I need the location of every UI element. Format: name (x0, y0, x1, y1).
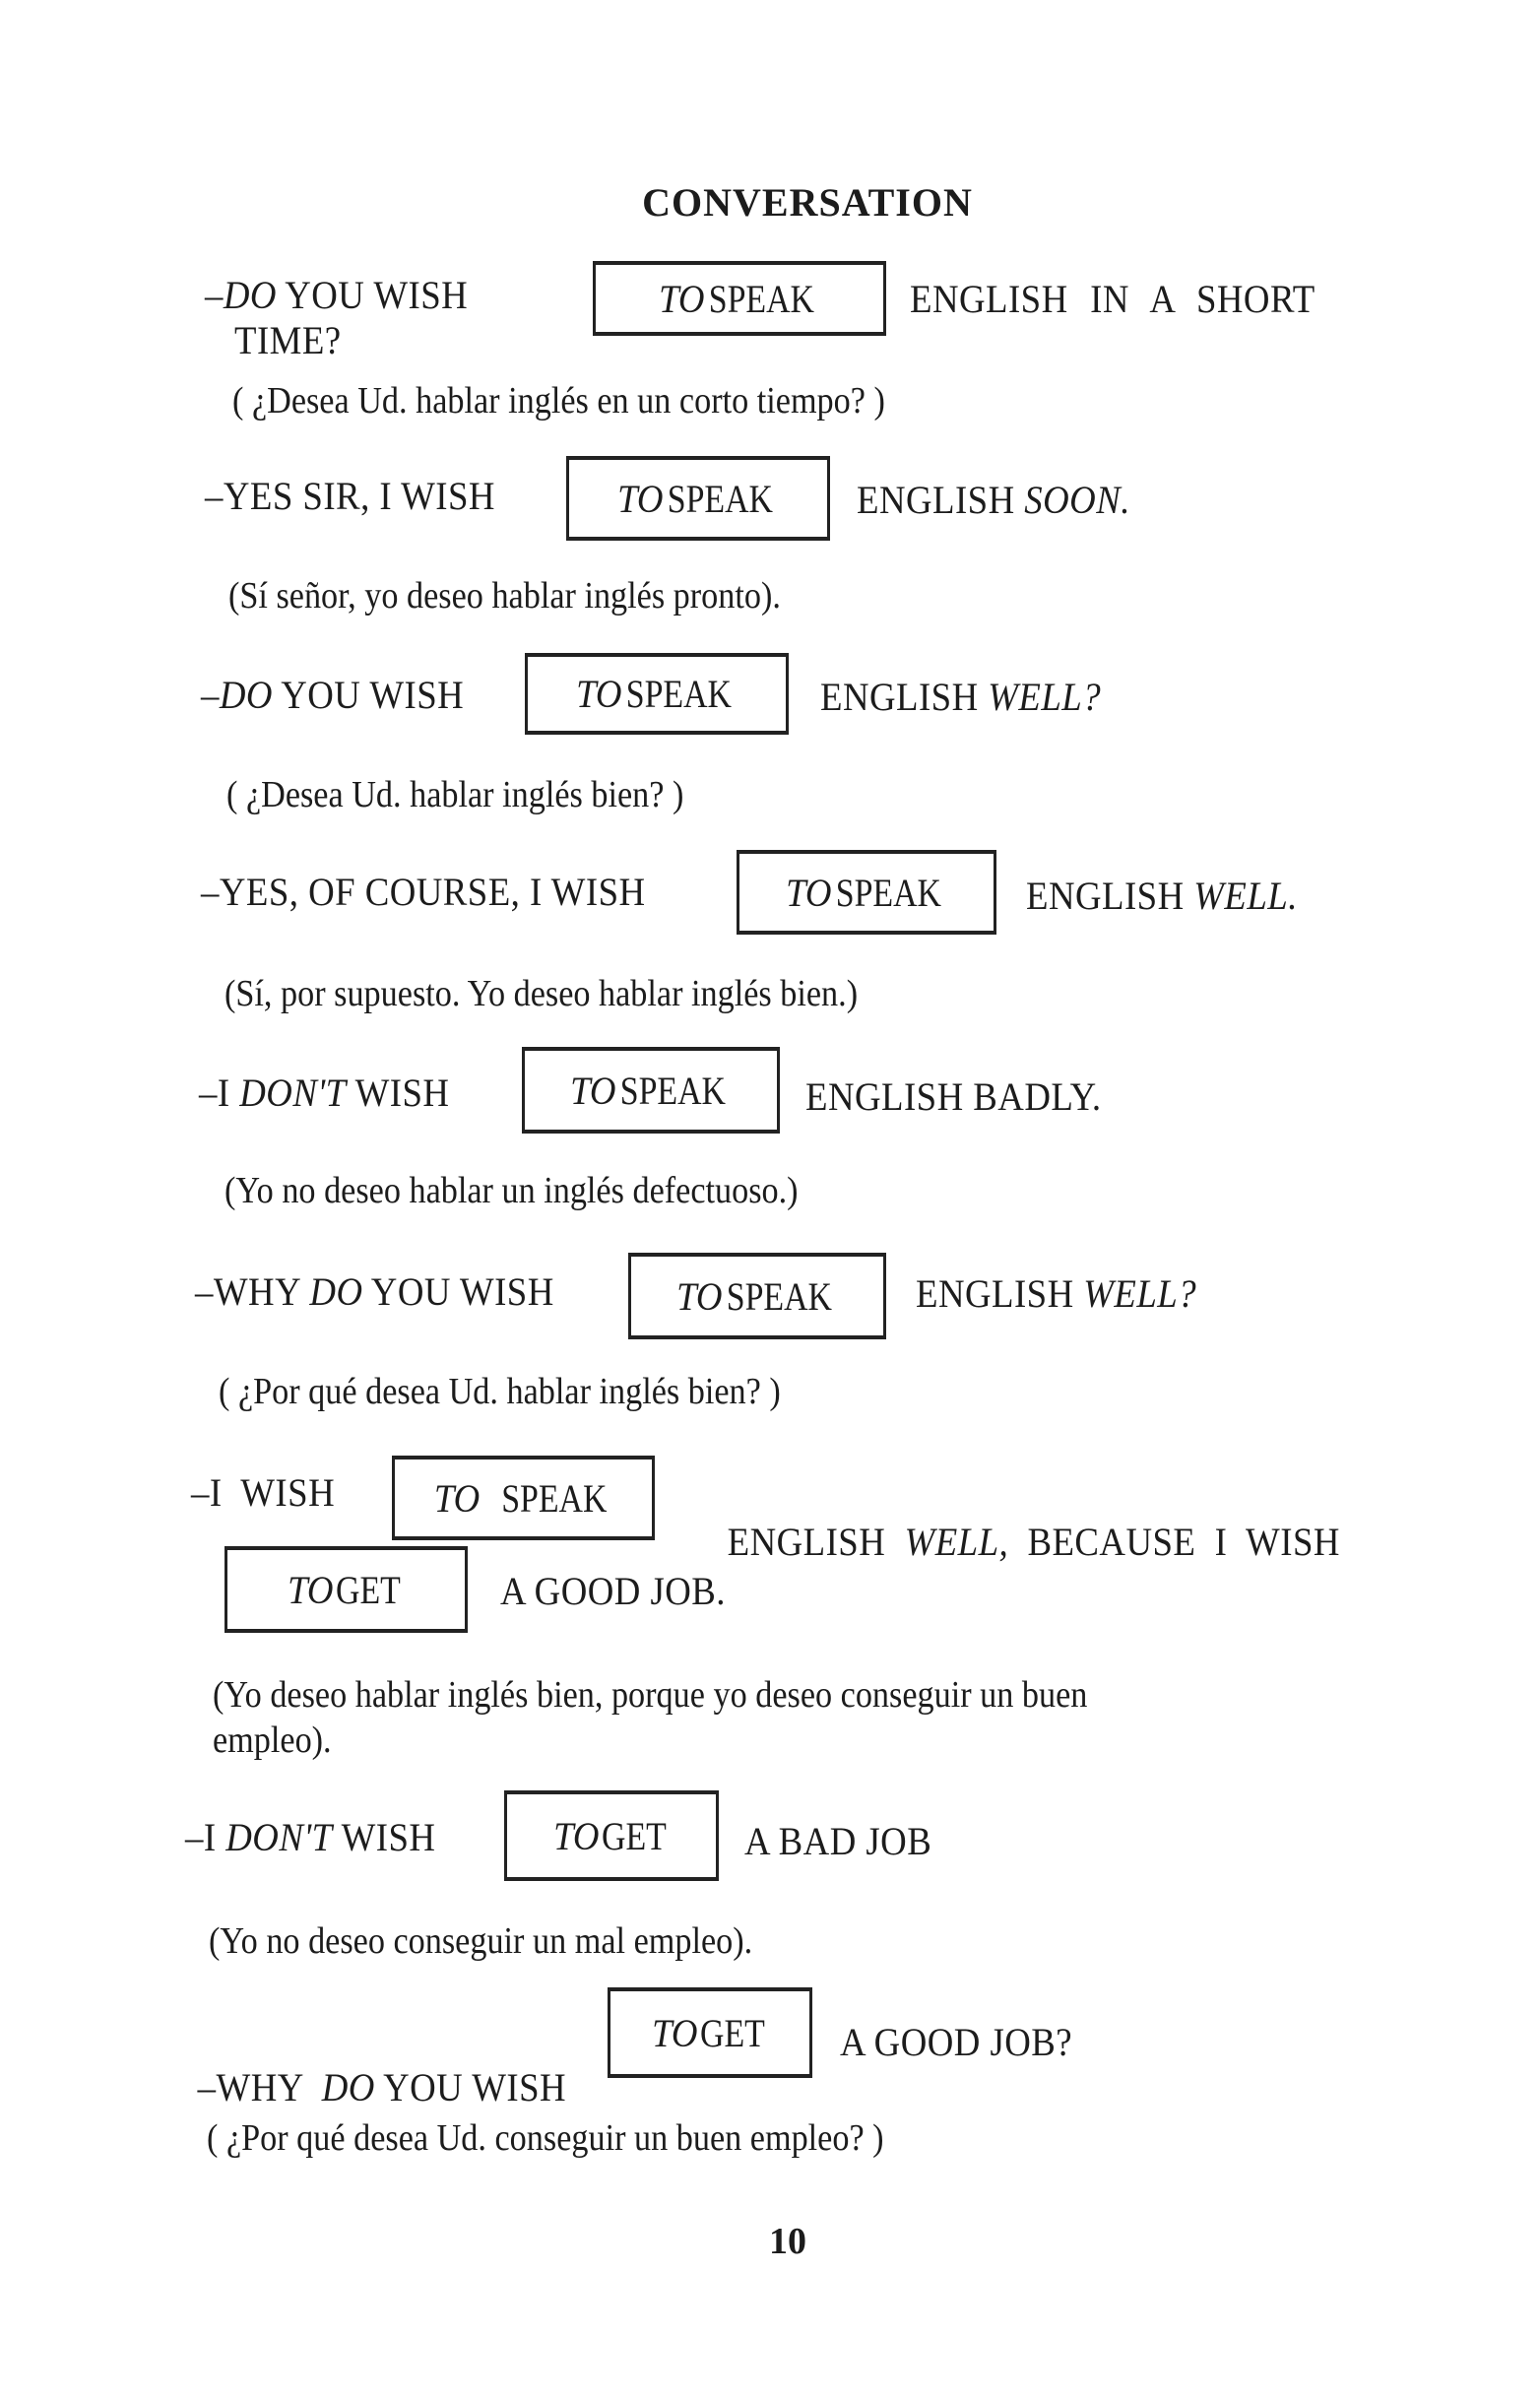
infinitive-box (504, 1790, 719, 1881)
infinitive-box (628, 1253, 886, 1339)
dash: – (205, 273, 224, 317)
box-text: SPEAK (709, 276, 815, 321)
line-after: A BAD JOB (744, 1819, 932, 1863)
dash: –I (199, 1071, 240, 1115)
emphasis-word: DO (321, 2065, 375, 2109)
dialogue-line-8 (185, 1814, 435, 1861)
box-italic: TO (617, 476, 664, 521)
emphasis-word: DON'T (239, 1071, 347, 1115)
dash: –WHY (195, 1269, 310, 1314)
page-title: CONVERSATION (642, 180, 973, 225)
dash: – (201, 673, 220, 717)
infinitive-box (525, 653, 789, 735)
line-text: WISH (332, 1815, 436, 1859)
dash: –I (185, 1815, 226, 1859)
line-after: A GOOD JOB? (840, 2020, 1073, 2064)
line-after: A GOOD JOB. (500, 1569, 726, 1613)
emphasis-word: WELL. (1193, 874, 1298, 918)
box-text: SPEAK (484, 1475, 608, 1521)
line-text: ENGLISH (820, 675, 989, 719)
line-text: YOU WISH (272, 673, 465, 717)
box-text: GET (700, 2010, 766, 2055)
spanish-translation: (Yo no deseo conseguir un mal empleo). (209, 1920, 753, 1962)
box-text: SPEAK (626, 672, 733, 716)
line-after (857, 477, 1130, 524)
emphasis-word: WELL? (988, 675, 1102, 719)
line-text: ENGLISH (727, 1520, 905, 1564)
box-italic: TO (659, 276, 705, 321)
line-after (689, 1471, 1340, 1613)
dialogue-line-2: –YES SIR, I WISH (205, 474, 495, 518)
emphasis-word: DON'T (225, 1815, 333, 1859)
emphasis-word: WELL, (904, 1520, 1009, 1564)
line-text: BECAUSE I WISH (1008, 1520, 1340, 1564)
dialogue-line-1 (205, 272, 468, 319)
dash: –WHY (197, 2065, 322, 2109)
line-text: YOU WISH (362, 1269, 554, 1314)
dialogue-line-6 (195, 1268, 554, 1316)
box-text: GET (602, 1813, 668, 1858)
box-text: SPEAK (727, 1273, 833, 1319)
line-text: WISH (346, 1071, 450, 1115)
line-after: ENGLISH IN A SHORT (910, 277, 1315, 321)
line-text: ENGLISH (1026, 874, 1194, 918)
spanish-translation: ( ¿Por qué desea Ud. conseguir un buen empleo? ) (207, 2117, 884, 2159)
spanish-translation: ( ¿Por qué desea Ud. hablar inglés bien? ) (219, 1371, 781, 1412)
box-italic: TO (786, 870, 832, 915)
page-number: 10 (769, 2221, 806, 2262)
infinitive-box (566, 456, 830, 541)
infinitive-box (593, 261, 886, 336)
box-italic: TO (676, 1273, 723, 1319)
box-italic: TO (576, 672, 622, 716)
dialogue-line-5 (199, 1070, 449, 1117)
line-text: ENGLISH (916, 1271, 1084, 1316)
spanish-translation: (Sí, por supuesto. Yo deseo hablar inglés bien.) (225, 973, 859, 1014)
box-text: SPEAK (668, 476, 774, 521)
emphasis-word: SOON. (1024, 478, 1130, 522)
line-continuation: TIME? (234, 318, 342, 362)
infinitive-box (392, 1456, 655, 1540)
spanish-translation: ( ¿Desea Ud. hablar inglés en un corto tiempo? ) (232, 380, 885, 422)
dialogue-line-3 (201, 672, 464, 719)
box-italic: TO (652, 2010, 698, 2055)
line-after (820, 674, 1101, 721)
infinitive-box (608, 1987, 812, 2078)
infinitive-box (522, 1047, 780, 1134)
spanish-translation: ( ¿Desea Ud. hablar inglés bien? ) (226, 774, 684, 815)
spanish-translation: (Yo no deseo hablar un inglés defectuoso.) (225, 1170, 799, 1211)
box-italic: TO (570, 1068, 616, 1113)
line-after (916, 1270, 1196, 1318)
line-text: YOU WISH (276, 273, 469, 317)
dialogue-line-7: –I WISH (191, 1470, 336, 1515)
dialogue-line-4: –YES, OF COURSE, I WISH (201, 870, 646, 914)
emphasis-word: DO (223, 273, 277, 317)
spanish-translation: (Sí señor, yo deseo hablar inglés pronto). (228, 575, 781, 616)
line-text: ENGLISH (857, 478, 1025, 522)
box-italic: TO (553, 1813, 600, 1858)
line-text: YOU WISH (374, 2065, 567, 2109)
infinitive-box (225, 1546, 468, 1633)
box-text: GET (336, 1567, 402, 1612)
line-after: ENGLISH BADLY. (805, 1074, 1102, 1119)
spanish-translation-cont: empleo). (213, 1720, 332, 1761)
infinitive-box (737, 850, 996, 935)
emphasis-word: WELL? (1083, 1271, 1197, 1316)
emphasis-word: DO (219, 673, 273, 717)
box-italic: TO (433, 1475, 481, 1521)
emphasis-word: DO (309, 1269, 363, 1314)
spanish-translation: (Yo deseo hablar inglés bien, porque yo deseo conseguir un buen (213, 1674, 1088, 1716)
box-text: SPEAK (620, 1068, 727, 1113)
box-italic: TO (288, 1567, 334, 1612)
box-text: SPEAK (836, 870, 942, 915)
line-after (1026, 873, 1298, 920)
